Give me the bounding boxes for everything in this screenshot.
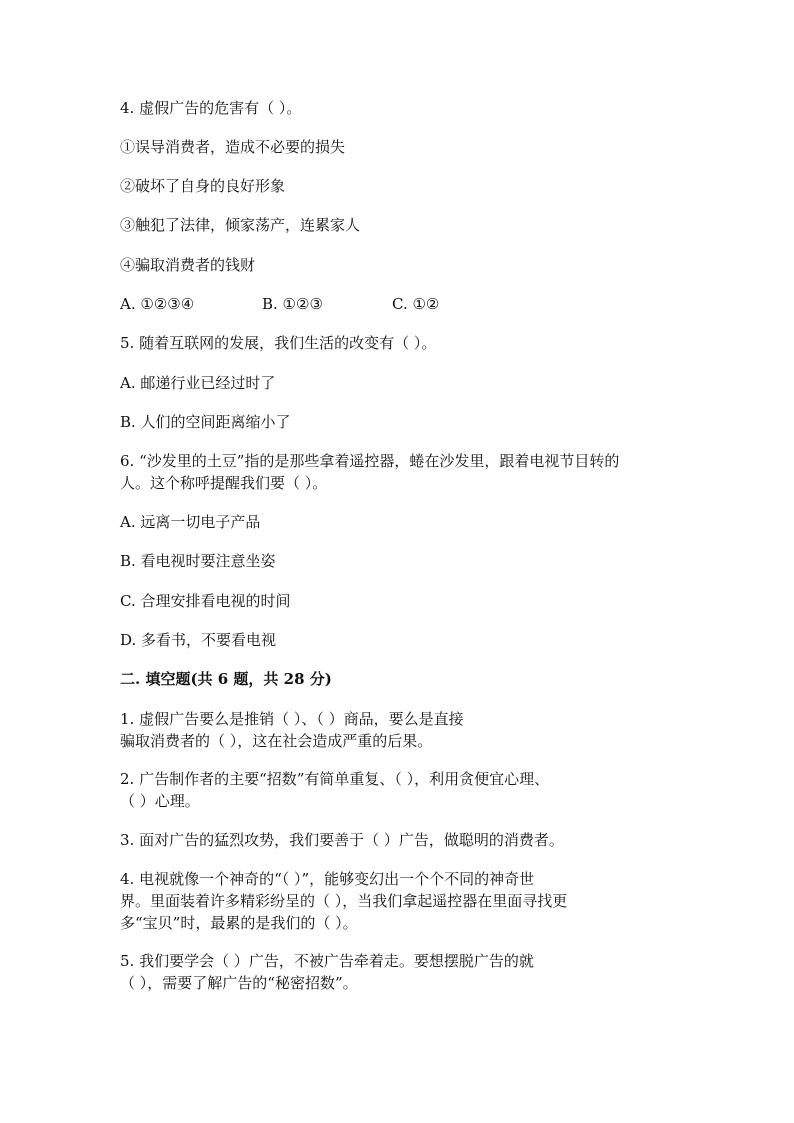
fill-q5-line2: （ ），需要了解广告的“秘密招数”。 [120, 974, 358, 992]
fill-q3-line1: 3. 面对广告的猛烈攻势，我们要善于（ ）广告，做聪明的消费者。 [120, 831, 564, 849]
fill-q5-line1: 5. 我们要学会（ ）广告，不被广告牵着走。要想摆脱广告的就 [120, 952, 534, 970]
q6-option-d: D. 多看书，不要看电视 [120, 631, 277, 649]
q5-option-b: B. 人们的空间距离缩小了 [120, 413, 291, 431]
fill-q1-line2: 骗取消费者的（ ），这在社会造成严重的后果。 [120, 732, 433, 750]
q6-option-c: C. 合理安排看电视的时间 [120, 592, 291, 610]
fill-q4-line2: 界。里面装着许多精彩纷呈的（ ），当我们拿起遥控器在里面寻找更 [120, 892, 568, 910]
q4-stem: 4. 虚假广告的危害有（ ）。 [120, 99, 302, 117]
q6-stem-line2: 人。这个称呼提醒我们要（ ）。 [120, 474, 328, 492]
q6-option-a: A. 远离一切电子产品 [120, 513, 261, 531]
q4-option-b: B. ①②③ [262, 295, 323, 313]
q4-item-1: ①误导消费者，造成不必要的损失 [120, 138, 346, 156]
section2-title: 二. 填空题(共 6 题，共 28 分) [120, 670, 332, 688]
q4-option-a: A. ①②③④ [120, 295, 195, 313]
fill-q4-line1: 4. 电视就像一个神奇的“（ ）”，能够变幻出一个个不同的神奇世 [120, 870, 535, 888]
q4-item-2: ②破坏了自身的良好形象 [120, 177, 286, 195]
q6-stem-line1: 6. “沙发里的土豆”指的是那些拿着遥控器，蜷在沙发里，跟着电视节目转的 [120, 452, 620, 470]
q4-option-c: C. ①② [392, 295, 440, 313]
fill-q2-line2: （ ）心理。 [120, 792, 200, 810]
q5-option-a: A. 邮递行业已经过时了 [120, 374, 276, 392]
fill-q4-line3: 多“宝贝”时，最累的是我们的（ ）。 [120, 914, 358, 932]
q4-item-3: ③触犯了法律，倾家荡产，连累家人 [120, 216, 361, 234]
q5-stem: 5. 随着互联网的发展，我们生活的改变有（ ）。 [120, 334, 437, 352]
q6-option-b: B. 看电视时要注意坐姿 [120, 552, 276, 570]
q4-options [120, 294, 680, 314]
q4-item-4: ④骗取消费者的钱财 [120, 256, 256, 274]
fill-q2-line1: 2. 广告制作者的主要“招数”有简单重复、（ ），利用贪便宜心理、 [120, 770, 550, 788]
fill-q1-line1: 1. 虚假广告要么是推销（ ）、（ ）商品，要么是直接 [120, 710, 464, 728]
